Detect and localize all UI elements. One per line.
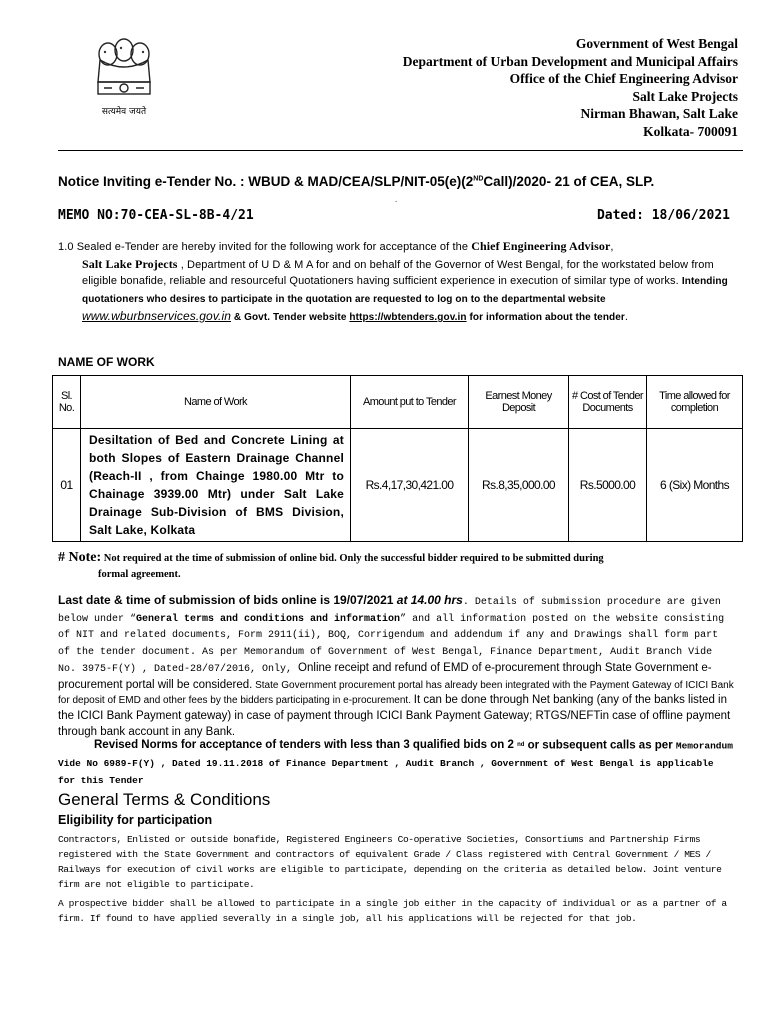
revised-norms-paragraph: Revised Norms for acceptance of tenders with less than 3 qualified bids on 2 nd or subsequent calls as per Memorandum Vide No 6989-F(Y) , Dated 19.11.2018 of Finance Department , Audit Branch , Government of West Bengal is applicable for this Tender bbox=[58, 739, 733, 787]
column-header: Sl. No. bbox=[53, 376, 81, 429]
submission-details-paragraph: Last date & time of submission of bids online is 19/07/2021 at 14.00 hrs. Details of submission procedure are given below under “General terms and conditions and information” and all information posted on the website consisting of NIT and related documents, Form 2911(ii), BOQ, Corrigendum and addendum if any and Drawings shall form part of the tender document. As per Memorandum of Government of West Bengal, Finance Department, Audit Branch Vide No. 3975-F(Y) , Dated-28/07/2016, Only, Online receipt and refund of EMD of e-procurement through State Government e- procurement portal will be considered. State Government procurement portal has already been integrated with the Payment Gateway of ICICI Bank for deposit of EMD and other fees by the bidders participating in e-procurement. It can be done through Net banking (any of the banks listed in the ICICI Bank Payment gateway) in case of payment through ICICI Bank Payment Gateway; RTGS/NEFTin case of offline payment through bank account in any Bank. bbox=[58, 593, 734, 738]
column-header: Amount put to Tender bbox=[351, 376, 469, 429]
stray-dot: . bbox=[395, 195, 398, 204]
header-divider bbox=[58, 150, 743, 151]
emblem-motto: सत्यमेव जयते bbox=[101, 107, 147, 117]
eligibility-heading: Eligibility for participation bbox=[58, 813, 213, 827]
nit-number: Notice Inviting e-Tender No. : WBUD & MAD/CEA/SLP/NIT-05(e)(2NDCall)/2020- 21 of CEA, SLP. bbox=[58, 174, 655, 189]
column-header: # Cost of Tender Documents bbox=[569, 376, 647, 429]
last-date: Last date & time of submission of bids online is 19/07/2021 bbox=[58, 593, 397, 607]
work-table bbox=[52, 375, 743, 542]
address-line: Department of Urban Development and Municipal Affairs bbox=[402, 53, 738, 69]
table-header-row bbox=[53, 376, 743, 429]
invitation-paragraph: 1.0 Sealed e-Tender are hereby invited for the following work for acceptance of the Chief Engineering Advisor, Salt Lake Projects , Department of U D & M A for and on behalf of the Governor of West Bengal, for the workstated below from eligible bonafide, reliable and resourceful Quotationers having sufficient experience in execution of similar type of works. Intending quotationers who desires to participate in the quotation are requested to log on to the departmental website www.wburbnservices.gov.in & Govt. Tender website https://wbtenders.gov.in for information about the tender. bbox=[58, 239, 728, 323]
issuing-office-address bbox=[403, 35, 738, 140]
address-line: Kolkata- 700091 bbox=[643, 123, 738, 139]
emd-cell: Rs.8,35,000.00 bbox=[469, 429, 569, 542]
tender-cost-cell: Rs.5000.00 bbox=[569, 429, 647, 542]
address-line: Government of West Bengal bbox=[575, 36, 738, 51]
cost-note: # Note: Not required at the time of submission of online bid. Only the successful bidder required to be submitted during formal agreement. bbox=[58, 550, 604, 580]
address-line: Nirman Bhawan, Salt Lake bbox=[580, 106, 738, 121]
amount-cell: Rs.4,17,30,421.00 bbox=[351, 429, 469, 542]
tender-website-link[interactable]: https://wbtenders.gov.in bbox=[349, 312, 467, 323]
column-header: Name of Work bbox=[81, 376, 351, 429]
eligibility-paragraph: Contractors, Enlisted or outside bonafide, Registered Engineers Co-operative Societies, Consortiums and Partnership Firms registered with the State Government and contractors of equivalent Grade / Class registered with Central Government / MES / Railways for execution of civil works are eligible to participate, depending on the criteria as detailed below. Joint venture firm are not eligible to participate. bbox=[58, 834, 722, 890]
column-header: Earnest Money Deposit bbox=[469, 376, 569, 429]
column-header: Time allowed for completion bbox=[647, 376, 743, 429]
departmental-website-link[interactable]: www.wburbnservices.gov.in bbox=[82, 309, 232, 323]
eligibility-paragraph: A prospective bidder shall be allowed to participate in a single job either in the capacity of individual or as a partner of a firm. If found to have applied severally in a single job, all his applications will be rejected for that job. bbox=[58, 898, 727, 924]
time-allowed-cell: 6 (Six) Months bbox=[647, 429, 743, 542]
address-line: Office of the Chief Engineering Advisor bbox=[509, 71, 738, 86]
memo-date: Dated: 18/06/2021 bbox=[596, 208, 730, 223]
address-line: Salt Lake Projects bbox=[632, 88, 738, 104]
name-of-work-heading: NAME OF WORK bbox=[58, 355, 155, 369]
sl-no-cell: 01 bbox=[53, 429, 81, 542]
work-name-cell: Desiltation of Bed and Concrete Lining at both Slopes of Eastern Drainage Channel (Reach-II , from Chainge 1980.00 Mtr to Chainage 3939.00 Mtr) under Salt Lake Drainage Sub-Division of BMS Division, Salt Lake, Kolkata bbox=[81, 429, 351, 542]
table-row bbox=[53, 429, 743, 542]
general-terms-heading: General Terms & Conditions bbox=[58, 790, 271, 809]
memo-number: MEMO NO:70-CEA-SL-8B-4/21 bbox=[58, 208, 254, 223]
